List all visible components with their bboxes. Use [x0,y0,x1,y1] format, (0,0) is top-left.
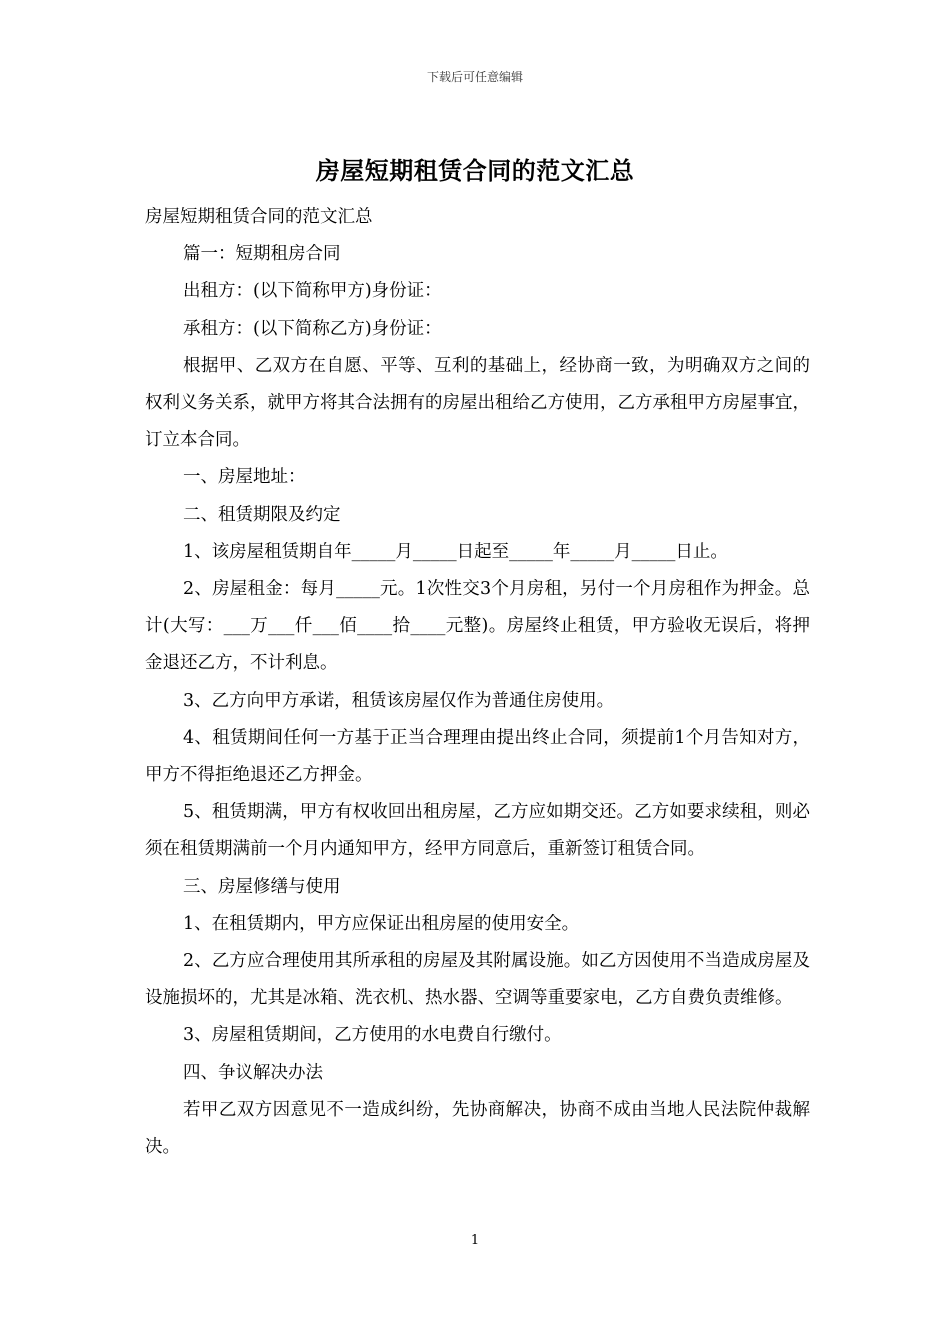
page-number: 1 [470,1233,480,1248]
paragraph-clause-heading-3: 三、房屋修缮与使用 [183,876,341,897]
paragraph-lessee: 承租方：(以下简称乙方)身份证： [183,318,442,339]
paragraph-clause-4-1: 若甲乙双方因意见不一造成纠纷，先协商解决，协商不成由当地人民法院仲裁解决。 [145,1099,810,1158]
paragraph-clause-2-1: 1、该房屋租赁期自年_____月_____日起至_____年_____月_____日止。 [183,541,728,562]
paragraph-clause-heading-4: 四、争议解决办法 [183,1062,323,1083]
paragraph-clause-heading-2: 二、租赁期限及约定 [183,504,341,525]
paragraph-subtitle: 房屋短期租赁合同的范文汇总 [145,207,373,227]
paragraph-clause-heading-1: 一、房屋地址： [183,467,306,488]
document-title: 房屋短期租赁合同的范文汇总 [315,156,635,185]
paragraph-section-heading: 篇一：短期租房合同 [183,244,341,265]
paragraph-lessor: 出租方：(以下简称甲方)身份证： [183,281,442,302]
paragraph-clause-2-5: 5、租赁期满，甲方有权收回出租房屋，乙方应如期交还。乙方如要求续租，则必须在租赁期满前一个月内通知甲方，经甲方同意后，重新签订租赁合同。 [145,802,810,860]
paragraph-preamble: 根据甲、乙双方在自愿、平等、互利的基础上，经协商一致，为明确双方之间的权利义务关系，就甲方将其合法拥有的房屋出租给乙方使用，乙方承租甲方房屋事宜，订立本合同。 [145,355,810,451]
paragraph-clause-2-2: 2、房屋租金：每月_____元。1次性交3个月房租，另付一个月房租作为押金。总计(大写：___万___仟___佰____拾____元整)。房屋终止租赁，甲方验收无误后，将押金退还乙方，不计利息。 [145,579,810,674]
paragraph-clause-2-4: 4、租赁期间任何一方基于正当合理理由提出终止合同，须提前1个月告知对方，甲方不得拒绝退还乙方押金。 [145,727,810,786]
paragraph-clause-2-3: 3、乙方向甲方承诺，租赁该房屋仅作为普通住房使用。 [183,690,615,711]
document-body [145,199,810,1166]
paragraph-clause-3-3: 3、房屋租赁期间，乙方使用的水电费自行缴付。 [183,1025,562,1046]
header-note: 下载后可任意编辑 [426,70,523,84]
paragraph-clause-3-2: 2、乙方应合理使用其所承租的房屋及其附属设施。如乙方因使用不当造成房屋及设施损坏的，尤其是冰箱、洗衣机、热水器、空调等重要家电，乙方自费负责维修。 [145,951,810,1009]
paragraph-clause-3-1: 1、在租赁期内，甲方应保证出租房屋的使用安全。 [183,913,580,934]
